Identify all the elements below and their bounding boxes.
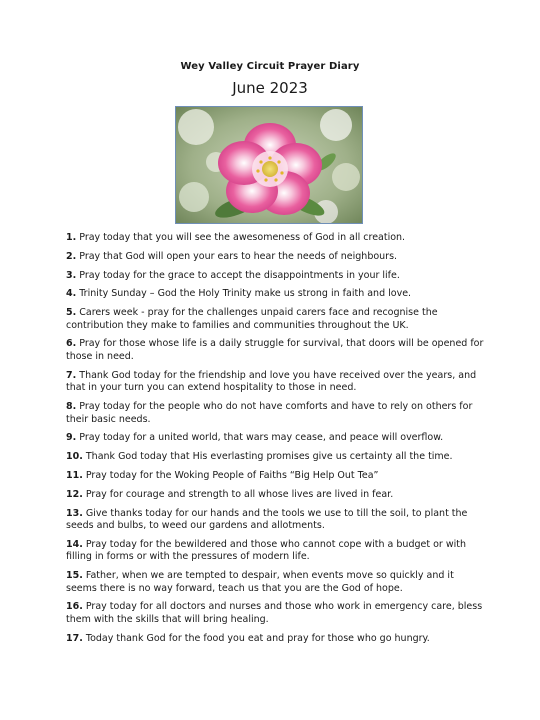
item-text: Trinity Sunday – God the Holy Trinity make us strong in faith and love. bbox=[79, 288, 412, 300]
rose-photo bbox=[175, 106, 363, 224]
item-text: Thank God today that His everlasting promises give us certainty all the time. bbox=[85, 451, 453, 463]
item-number: 3. bbox=[66, 269, 77, 281]
item-text: Give thanks today for our hands and the tools we use to till the soil, to plant the seeds and bulbs, to weed our gardens and allotments. bbox=[66, 507, 468, 532]
item-number: 4. bbox=[66, 288, 77, 300]
list-item bbox=[66, 251, 486, 264]
list-item bbox=[66, 270, 486, 283]
list-item bbox=[66, 539, 486, 564]
item-number: 13. bbox=[66, 507, 83, 519]
item-text: Thank God today for the friendship and love you have received over the years, and that in your turn you can extend hospitality to those in need. bbox=[66, 369, 477, 394]
list-item bbox=[66, 451, 486, 464]
item-text: Pray today for all doctors and nurses and those who work in emergency care, bless them with the skills that will bring healing. bbox=[66, 601, 483, 625]
item-number: 8. bbox=[66, 401, 77, 413]
item-number: 11. bbox=[66, 469, 83, 481]
item-text: Pray today that you will see the awesomeness of God in all creation. bbox=[79, 232, 406, 243]
item-text: Pray that God will open your ears to hear the needs of neighbours. bbox=[79, 250, 398, 262]
item-number: 1. bbox=[66, 232, 77, 243]
item-text: Carers week - pray for the challenges unpaid carers face and recognise the contribution they make to families and communities throughout the UK. bbox=[66, 307, 438, 331]
list-item bbox=[66, 232, 486, 245]
item-text: Pray today for the bewildered and those who cannot cope with a budget or with filling in forms or with the pressures of modern life. bbox=[66, 538, 466, 563]
item-number: 14. bbox=[66, 538, 83, 550]
item-text: Pray for those whose life is a daily struggle for survival, that doors will be opened for those in need. bbox=[66, 338, 484, 362]
list-item bbox=[66, 470, 486, 483]
list-item bbox=[66, 288, 486, 301]
list-item bbox=[66, 401, 486, 426]
item-number: 2. bbox=[66, 250, 77, 262]
list-item bbox=[66, 489, 486, 502]
item-number: 16. bbox=[66, 601, 83, 613]
item-number: 17. bbox=[66, 632, 83, 644]
item-number: 10. bbox=[66, 451, 83, 463]
list-item bbox=[66, 370, 486, 395]
document-month: June 2023 bbox=[232, 79, 308, 97]
rose-image bbox=[176, 107, 363, 224]
document-title: Wey Valley Circuit Prayer Diary bbox=[180, 61, 360, 72]
list-item bbox=[66, 601, 486, 626]
item-text: Pray today for the people who do not have comforts and have to rely on others for their basic needs. bbox=[66, 401, 473, 425]
list-item bbox=[66, 570, 486, 595]
item-text: Pray today for the grace to accept the disappointments in your life. bbox=[79, 269, 400, 281]
item-number: 15. bbox=[66, 570, 83, 582]
item-number: 9. bbox=[66, 432, 77, 444]
item-text: Today thank God for the food you eat and pray for those who go hungry. bbox=[85, 632, 430, 644]
item-text: Pray for courage and strength to all whose lives are lived in fear. bbox=[85, 488, 394, 500]
prayer-list bbox=[66, 232, 486, 652]
item-text: Father, when we are tempted to despair, when events move so quickly and it seems there is no way forward, teach us that you are the God of hope. bbox=[66, 570, 454, 594]
item-text: Pray today for a united world, that wars may cease, and peace will overflow. bbox=[79, 432, 444, 444]
item-number: 12. bbox=[66, 488, 83, 500]
item-number: 5. bbox=[66, 307, 77, 319]
list-item bbox=[66, 633, 486, 646]
item-number: 7. bbox=[66, 369, 77, 381]
item-number: 6. bbox=[66, 338, 77, 350]
item-text: Pray today for the Woking People of Faiths “Big Help Out Tea” bbox=[85, 469, 379, 481]
list-item bbox=[66, 307, 486, 332]
list-item bbox=[66, 432, 486, 445]
list-item bbox=[66, 508, 486, 533]
list-item bbox=[66, 338, 486, 363]
